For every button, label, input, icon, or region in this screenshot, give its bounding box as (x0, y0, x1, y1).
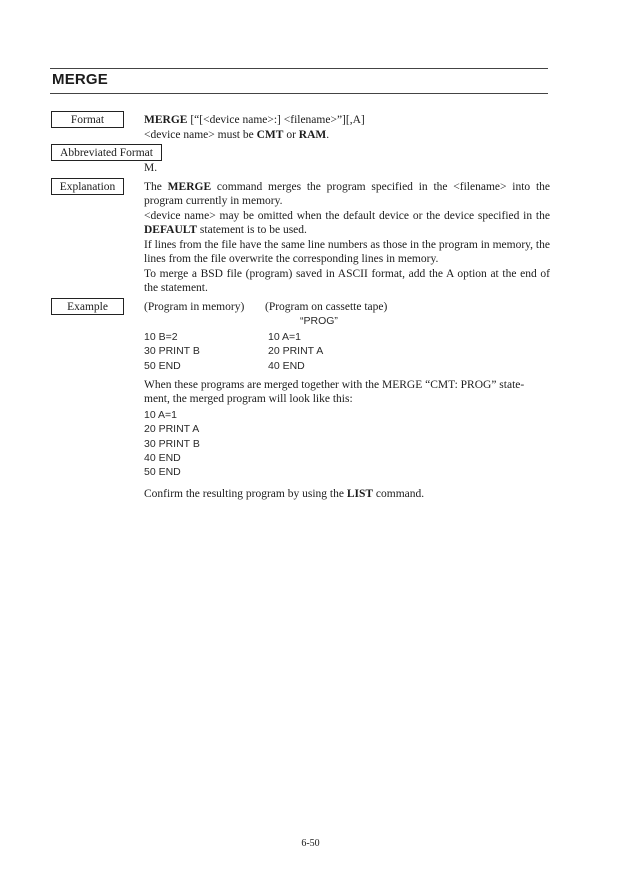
example-heading-tape: (Program on cassette tape) (265, 301, 388, 313)
memory-program (144, 330, 200, 373)
format-note-text: <device name> must be (144, 129, 257, 141)
code-line: 40 END (268, 359, 305, 372)
example-confirm (144, 487, 550, 501)
code-line: 10 B=2 (144, 331, 178, 343)
expl-p2-rest: statement is to be used. (197, 224, 307, 237)
code-line: 30 PRINT B (144, 345, 200, 358)
format-syntax (144, 113, 550, 127)
code-line: 20 PRINT A (268, 345, 324, 358)
format-note-end: . (326, 129, 330, 141)
explanation-p2 (144, 209, 550, 237)
abbrev-value: M. (144, 162, 158, 174)
page-number: 6-50 (301, 838, 320, 849)
example-merge-note-line1: When these programs are merged together with the MERGE “CMT: PROG” state- (144, 379, 525, 391)
top-rule (50, 68, 548, 69)
format-args: [“[<device name>:] <filename>”][,A] (187, 114, 365, 126)
expl-p1-merge: MERGE (167, 181, 212, 193)
format-note-cmt: CMT (256, 129, 284, 141)
explanation-p1 (144, 180, 550, 208)
format-note (144, 128, 550, 142)
expl-p1-start: The (144, 181, 168, 193)
tape-program (268, 330, 323, 373)
bottom-rule (50, 93, 548, 94)
merged-program (144, 408, 200, 479)
example-program-name: “PROG” (300, 315, 338, 327)
example-label: Example (51, 298, 124, 315)
code-line: 50 END (144, 359, 181, 372)
format-note-ram: RAM (298, 129, 327, 141)
code-line: 10 A=1 (268, 331, 301, 343)
expl-p2-default: DEFAULT (144, 224, 198, 237)
explanation-label: Explanation (51, 178, 124, 195)
explanation-p3: If lines from the file have the same line numbers as those in the program in memory, the lines from the file overwrite the corresponding lines in memory. (144, 239, 550, 266)
explanation-p4: To merge a BSD file (program) saved in ASCII format, add the A option at the end of the statement. (144, 268, 550, 295)
confirm-list: LIST (346, 488, 374, 500)
confirm-end: command. (373, 488, 425, 500)
example-heading-memory: (Program in memory) (144, 301, 245, 313)
expl-p2-start: <device name> may be omitted when the default device or the device specified in the (144, 210, 550, 222)
format-note-or: or (283, 129, 299, 141)
code-line: 20 PRINT A (144, 423, 200, 436)
confirm-text: Confirm the resulting program by using the (144, 488, 347, 500)
page-title: MERGE (52, 71, 109, 88)
code-line: 30 PRINT B (144, 437, 200, 450)
example-merge-note-line2: ment, the merged program will look like this: (144, 393, 353, 405)
code-line: 10 A=1 (144, 409, 177, 421)
abbrev-label: Abbreviated Format (51, 144, 162, 161)
expl-p1-rest: command merges the program specified in the <filename> into the program currently in memory. (144, 181, 550, 208)
format-command: MERGE (144, 114, 188, 126)
format-label: Format (51, 111, 124, 128)
code-line: 50 END (144, 466, 181, 479)
code-line: 40 END (144, 451, 181, 464)
